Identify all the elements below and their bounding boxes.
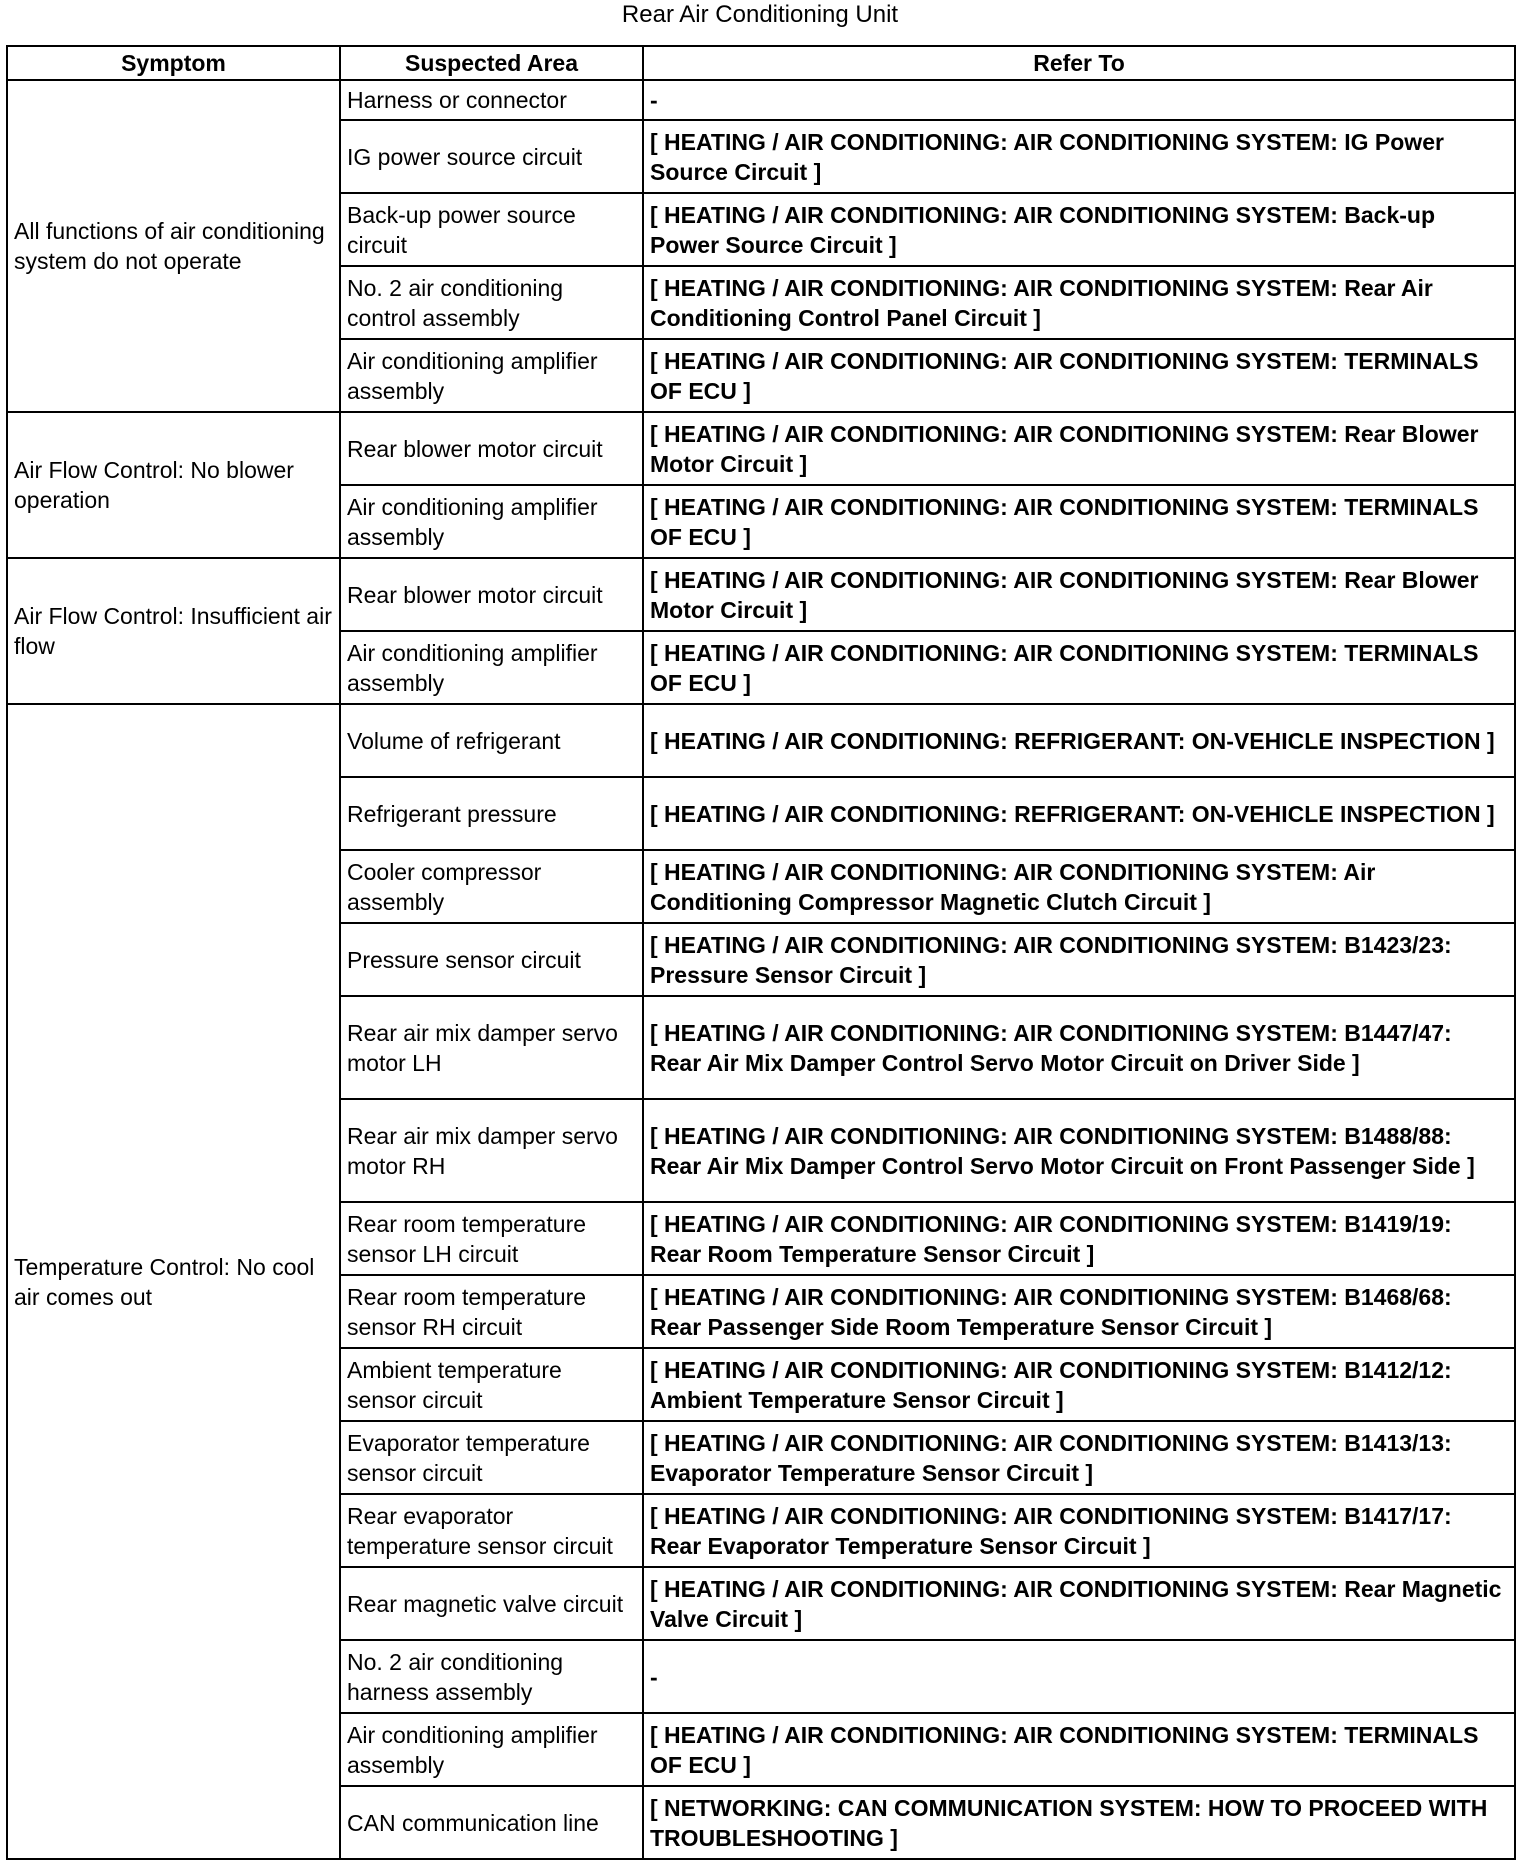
symptom-cell: Air Flow Control: Insufficient air flow — [7, 558, 340, 704]
symptom-cell: Temperature Control: No cool air comes out — [7, 704, 340, 1859]
suspected-area-cell: Rear room temperature sensor RH circuit — [340, 1275, 643, 1348]
suspected-area-cell: No. 2 air conditioning harness assembly — [340, 1640, 643, 1713]
refer-to-cell: [ HEATING / AIR CONDITIONING: AIR CONDITIONING SYSTEM: IG Power Source Circuit ] — [643, 120, 1515, 193]
refer-to-cell: [ HEATING / AIR CONDITIONING: AIR CONDITIONING SYSTEM: B1412/12: Ambient Temperature Sensor Circuit ] — [643, 1348, 1515, 1421]
refer-to-cell: [ HEATING / AIR CONDITIONING: AIR CONDITIONING SYSTEM: TERMINALS OF ECU ] — [643, 485, 1515, 558]
refer-to-cell: [ HEATING / AIR CONDITIONING: AIR CONDITIONING SYSTEM: Air Conditioning Compressor Magnetic Clutch Circuit ] — [643, 850, 1515, 923]
header-symptom: Symptom — [7, 46, 340, 80]
header-refer-to: Refer To — [643, 46, 1515, 80]
refer-to-cell: - — [643, 80, 1515, 120]
header-suspected-area: Suspected Area — [340, 46, 643, 80]
refer-to-cell: [ HEATING / AIR CONDITIONING: AIR CONDITIONING SYSTEM: Back-up Power Source Circuit ] — [643, 193, 1515, 266]
refer-to-cell: [ HEATING / AIR CONDITIONING: REFRIGERANT: ON-VEHICLE INSPECTION ] — [643, 777, 1515, 850]
table-row — [7, 558, 1515, 631]
suspected-area-cell: Cooler compressor assembly — [340, 850, 643, 923]
refer-to-cell: [ HEATING / AIR CONDITIONING: AIR CONDITIONING SYSTEM: B1417/17: Rear Evaporator Temperature Sensor Circuit ] — [643, 1494, 1515, 1567]
refer-to-cell: [ HEATING / AIR CONDITIONING: AIR CONDITIONING SYSTEM: TERMINALS OF ECU ] — [643, 1713, 1515, 1786]
suspected-area-cell: No. 2 air conditioning control assembly — [340, 266, 643, 339]
refer-to-cell: [ HEATING / AIR CONDITIONING: AIR CONDITIONING SYSTEM: B1419/19: Rear Room Temperature Sensor Circuit ] — [643, 1202, 1515, 1275]
refer-to-cell: [ HEATING / AIR CONDITIONING: AIR CONDITIONING SYSTEM: B1423/23: Pressure Sensor Circuit ] — [643, 923, 1515, 996]
suspected-area-cell: Air conditioning amplifier assembly — [340, 631, 643, 704]
table-row — [7, 412, 1515, 485]
table-row — [7, 704, 1515, 777]
suspected-area-cell: CAN communication line — [340, 1786, 643, 1859]
suspected-area-cell: Rear room temperature sensor LH circuit — [340, 1202, 643, 1275]
symptom-cell: Air Flow Control: No blower operation — [7, 412, 340, 558]
refer-to-cell: [ HEATING / AIR CONDITIONING: REFRIGERANT: ON-VEHICLE INSPECTION ] — [643, 704, 1515, 777]
suspected-area-cell: Rear blower motor circuit — [340, 558, 643, 631]
refer-to-cell: [ HEATING / AIR CONDITIONING: AIR CONDITIONING SYSTEM: TERMINALS OF ECU ] — [643, 339, 1515, 412]
refer-to-cell: [ HEATING / AIR CONDITIONING: AIR CONDITIONING SYSTEM: Rear Air Conditioning Control Panel Circuit ] — [643, 266, 1515, 339]
page-title: Rear Air Conditioning Unit — [621, 1, 899, 28]
refer-to-cell: [ HEATING / AIR CONDITIONING: AIR CONDITIONING SYSTEM: Rear Blower Motor Circuit ] — [643, 558, 1515, 631]
suspected-area-cell: Refrigerant pressure — [340, 777, 643, 850]
suspected-area-cell: Evaporator temperature sensor circuit — [340, 1421, 643, 1494]
table-body — [7, 80, 1515, 1859]
header-row — [7, 46, 1515, 80]
suspected-area-cell: Volume of refrigerant — [340, 704, 643, 777]
refer-to-cell: [ HEATING / AIR CONDITIONING: AIR CONDITIONING SYSTEM: B1447/47: Rear Air Mix Damper Control Servo Motor Circuit on Driver Side ] — [643, 996, 1515, 1099]
symptom-cell: All functions of air conditioning system do not operate — [7, 80, 340, 412]
suspected-area-cell: Harness or connector — [340, 80, 643, 120]
suspected-area-cell: Air conditioning amplifier assembly — [340, 339, 643, 412]
suspected-area-cell: Rear air mix damper servo motor LH — [340, 996, 643, 1099]
suspected-area-cell: Rear blower motor circuit — [340, 412, 643, 485]
troubleshooting-table — [6, 45, 1516, 1860]
suspected-area-cell: Rear evaporator temperature sensor circuit — [340, 1494, 643, 1567]
suspected-area-cell: Back-up power source circuit — [340, 193, 643, 266]
suspected-area-cell: Rear air mix damper servo motor RH — [340, 1099, 643, 1202]
suspected-area-cell: Air conditioning amplifier assembly — [340, 485, 643, 558]
refer-to-cell: [ HEATING / AIR CONDITIONING: AIR CONDITIONING SYSTEM: B1413/13: Evaporator Temperature Sensor Circuit ] — [643, 1421, 1515, 1494]
suspected-area-cell: Pressure sensor circuit — [340, 923, 643, 996]
refer-to-cell: [ HEATING / AIR CONDITIONING: AIR CONDITIONING SYSTEM: B1468/68: Rear Passenger Side Room Temperature Sensor Circuit ] — [643, 1275, 1515, 1348]
refer-to-cell: [ HEATING / AIR CONDITIONING: AIR CONDITIONING SYSTEM: B1488/88: Rear Air Mix Damper Control Servo Motor Circuit on Front Passenger Side ] — [643, 1099, 1515, 1202]
refer-to-cell: [ NETWORKING: CAN COMMUNICATION SYSTEM: HOW TO PROCEED WITH TROUBLESHOOTING ] — [643, 1786, 1515, 1859]
table-row — [7, 80, 1515, 120]
refer-to-cell: [ HEATING / AIR CONDITIONING: AIR CONDITIONING SYSTEM: Rear Magnetic Valve Circuit ] — [643, 1567, 1515, 1640]
suspected-area-cell: Ambient temperature sensor circuit — [340, 1348, 643, 1421]
suspected-area-cell: IG power source circuit — [340, 120, 643, 193]
refer-to-cell: - — [643, 1640, 1515, 1713]
refer-to-cell: [ HEATING / AIR CONDITIONING: AIR CONDITIONING SYSTEM: Rear Blower Motor Circuit ] — [643, 412, 1515, 485]
refer-to-cell: [ HEATING / AIR CONDITIONING: AIR CONDITIONING SYSTEM: TERMINALS OF ECU ] — [643, 631, 1515, 704]
suspected-area-cell: Air conditioning amplifier assembly — [340, 1713, 643, 1786]
suspected-area-cell: Rear magnetic valve circuit — [340, 1567, 643, 1640]
